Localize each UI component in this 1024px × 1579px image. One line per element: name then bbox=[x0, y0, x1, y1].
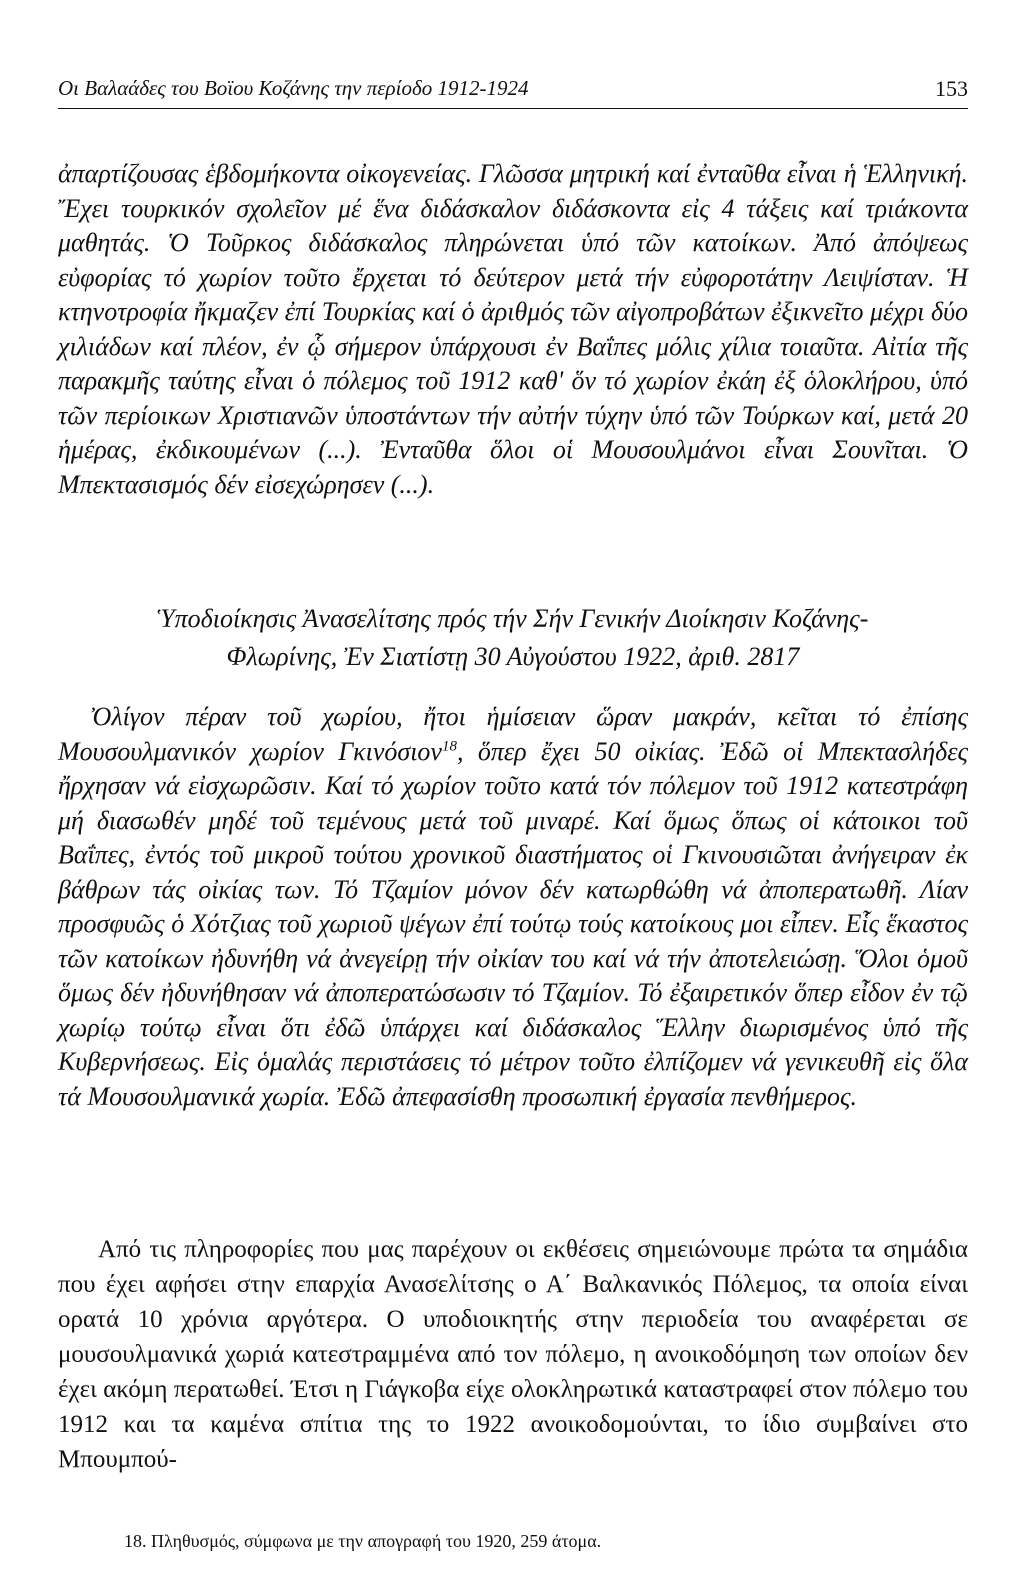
running-header bbox=[58, 68, 968, 109]
quoted-paragraph-1: ἀπαρτίζουσας ἑβδομήκοντα οἰκογενείας. Γλῶσσα μητρική καί ἐνταῦθα εἶναι ἡ Ἑλληνική. Ἔχει τουρκικόν σχολεῖον μέ ἕνα διδάσκαλον διδάσκοντα εἰς 4 τάξεις καί τριάκοντα μαθητάς. Ὁ Τοῦρκος διδάσκαλος πληρώνεται ὑπό τῶν κατοίκων. Ἀπό ἀπόψεως εὐφορίας τό χωρίον τοῦτο ἔρχεται τό δεύτερον μετά τήν εὐφοροτάτην Λειψίσταν. Ἡ κτηνοτροφία ἤκμαζεν ἐπί Τουρκίας καί ὁ ἀριθμός τῶν αἰγοπροβάτων ἐξικνεῖτο μέχρι δύο χιλιάδων καί πλέον, ἐν ᾧ σήμερον ὑπάρχουσι ἐν Βαΐπες μόλις χίλια τοιαῦτα. Αἰτία τῆς παρακμῆς ταύτης εἶναι ὁ πόλεμος τοῦ 1912 καθ' ὅν τό χωρίον ἐκάη ἐξ ὁλοκλήρου, ὑπό τῶν περίοικων Χριστιανῶν ὑποστάντων τήν αὐτήν τύχην ὑπό τῶν Τούρκων καί, μετά 20 ἡμέρας, ἐκδικουμένων (...). Ἐνταῦθα ὅλοι οἱ Μουσουλμάνοι εἶναι Σουνῖται. Ὁ Μπεκτασισμός δέν εἰσεχώρησεν (...). bbox=[58, 159, 968, 499]
document-source-heading bbox=[88, 600, 938, 676]
heading-line-1: Ὑποδιοίκησις Ἀνασελίτσης πρός τήν Σήν Γενικήν Διοίκησιν Κοζάνης- bbox=[157, 604, 869, 633]
running-title: Οι Βαλαάδες του Βοϊου Κοζάνης την περίοδο 1912-1924 bbox=[58, 76, 529, 100]
footnote-reference: 18 bbox=[441, 737, 457, 754]
body-paragraph: Από τις πληροφορίες που μας παρέχουν οι εκθέσεις σημειώνουμε πρώτα τα σημάδια που έχει αφήσει στην επαρχία Ανασελίτσης ο Α΄ Βαλκανικός Πόλεμος, τα οποία είναι ορατά 10 χρόνια αργότερα. Ο υποδιοικητής στην περιοδεία του αναφέρεται σε μουσουλμανικά χωριά κατεστραμμένα από τον πόλεμο, η ανοικοδόμηση των οποίων δεν έχει ακόμη περατωθεί. Έτσι η Γιάγκοβα είχε ολοκληρωτικά καταστραφεί στον πόλεμο του 1912 και τα καμένα σπίτια της το 1922 ανοικοδομούνται, το ίδιο συμβαίνει στο Μπουμπού- bbox=[58, 1236, 968, 1473]
heading-line-2: Φλωρίνης, Ἐν Σιατίστῃ 30 Αὐγούστου 1922, ἀριθ. 2817 bbox=[226, 642, 800, 671]
paragraph-2-end: , ὅπερ ἔχει 50 οἰκίας. Ἐδῶ οἱ Μπεκτασλήδες ἤρχησαν νά εἰσχωρῶσιν. Καί τό χωρίον τοῦτο κατά τόν πόλεμον τοῦ 1912 κατεστράφη μή διασωθέν μηδέ τοῦ τεμένους μετά τοῦ μιναρέ. Καί ὅμως ὅπως οἱ κάτοικοι τοῦ Βαΐπες, ἐντός τοῦ μικροῦ τούτου χρονικοῦ διαστήματος οἱ Γκινουσιῶται ἀνήγειραν ἐκ βάθρων τάς οἰκίας των. Τό Τζαμίον μόνον δέν κατωρθώθη νά ἀποπερατωθῆ. Λίαν προσφυῶς ὁ Χότζιας τοῦ χωριοῦ ψέγων ἐπί τούτῳ τούς κατοίκους μοι εἶπεν. Εἷς ἕκαστος τῶν κατοίκων ἠδυνήθη νά ἀνεγείρῃ τήν οἰκίαν του καί νά τήν ἀποτελειώσῃ. Ὅλοι ὁμοῦ ὅμως δέν ἠδυνήθησαν νά ἀποπερατώσωσιν τό Τζαμίον. Τό ἐξαιρετικόν ὅπερ εἶδον ἐν τῷ χωρίῳ τούτῳ εἶναι ὅτι ἐδῶ ὑπάρχει καί διδάσκαλος Ἕλλην διωρισμένος ὑπό τῆς Κυβερνήσεως. Εἰς ὁμαλάς περιστάσεις τό μέτρον τοῦτο ἐλπίζομεν νά γενικευθῆ εἰς ὅλα τά Μουσουλμανικά χωρία. Ἐδῶ ἀπεφασίσθη προσωπική ἐργασία πενθήμερος. bbox=[58, 736, 969, 1111]
footnote-18: 18. Πληθυσμός, σύμφωνα με την απογραφή του 1920, 259 άτομα. bbox=[124, 1531, 602, 1551]
paragraph-2-start: Ὀλίγον πέραν τοῦ χωρίου, ἤτοι ἡμίσειαν ὥραν μακράν, κεῖται τό ἐπίσης Μουσουλμανικόν χωρίον Γκινόσιον bbox=[58, 702, 968, 766]
quoted-paragraph-2 bbox=[58, 700, 968, 1114]
page-number: 153 bbox=[935, 76, 968, 101]
